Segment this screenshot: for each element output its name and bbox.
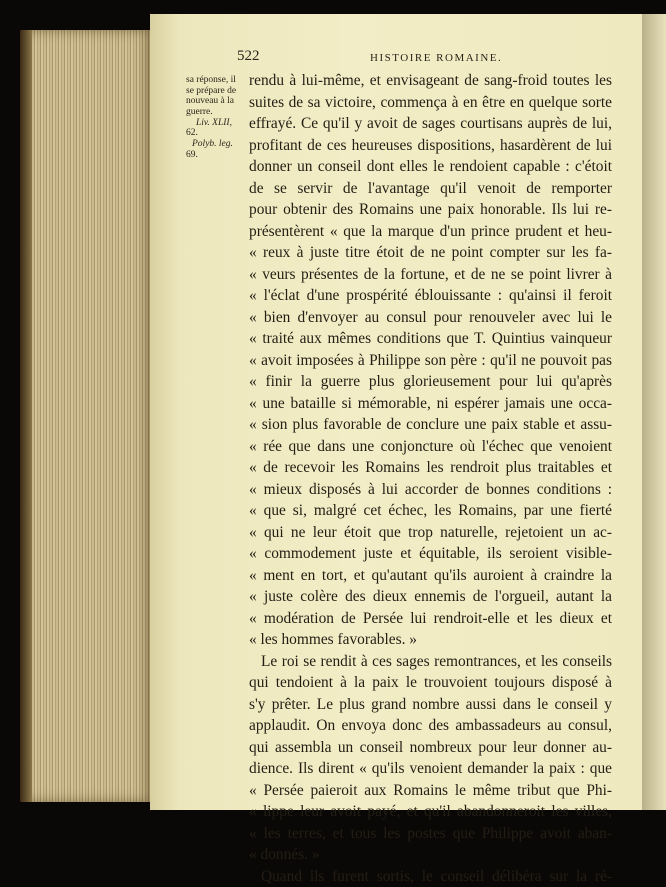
text-line: rendu à lui-même, et envisageant de sang-froid toutes les (249, 70, 612, 92)
text-line: « l'éclat d'une prospérité éblouissante : qu'ainsi il feroit (249, 285, 612, 307)
text-line: profitant de ces heureuses dispositions, hasardèrent de lui (249, 135, 612, 157)
text-line: applaudit. On envoya donc des ambassadeurs au consul, (249, 715, 612, 737)
text-line: donner un conseil dont elles le rendoient capable : c'étoit (249, 156, 612, 178)
text-line: qui tendoient à la paix le trouvoient toujours disposé à (249, 672, 612, 694)
page-number: 522 (237, 48, 260, 65)
margin-note: Polyb. leg. (192, 139, 233, 150)
margin-note: nouveau à la (186, 96, 234, 107)
margin-note: 69. (186, 150, 198, 161)
book-spine-shadow (20, 30, 32, 802)
text-line: « reux à juste titre étoit de ne point compter sur les fa- (249, 242, 612, 264)
margin-note: Liv. XLII, (196, 118, 232, 129)
margin-note: 62. (186, 128, 198, 139)
text-line: « avoit imposées à Philippe son père : qu'il ne pouvoit pas (249, 350, 612, 372)
margin-note: guerre. (186, 107, 213, 118)
text-line: effrayé. Ce qu'il y avoit de sages courtisans auprès de lui, (249, 113, 612, 135)
text-line: « bien d'envoyer au consul pour renouveler avec lui le (249, 307, 612, 329)
text-line: « qui ne leur étoit que trop naturelle, rejetoient un ac- (249, 522, 612, 544)
text-line: de se servir de l'avantage qu'il venoit de remporter (249, 178, 612, 200)
text-line: « commodement juste et équitable, ils seroient visible- (249, 543, 612, 565)
text-line: « traité aux mêmes conditions que T. Quintius vainqueur (249, 328, 612, 350)
running-title: HISTOIRE ROMAINE. (370, 52, 502, 64)
text-line: dience. Ils dirent « qu'ils venoient demander la paix : que (249, 758, 612, 780)
text-line: « lippe leur avoit payé, et qu'il abandonneroit les villes, (249, 801, 612, 823)
book-page-edges (20, 30, 155, 802)
text-line: « de recevoir les Romains les rendroit plus traitables et (249, 457, 612, 479)
text-line: « Persée paieroit aux Romains le même tribut que Phi- (249, 780, 612, 802)
text-line: « rée que dans une conjoncture où l'échec que venoient (249, 436, 612, 458)
text-line: Quand ils furent sortis, le conseil délibéra sur la ré- (249, 866, 612, 887)
text-line: « modération de Persée lui rendroit-elle et les dieux et (249, 608, 612, 630)
text-line: « sion plus favorable de conclure une paix stable et assu- (249, 414, 612, 436)
text-line: « les terres, et tous les postes que Philippe avoit aban- (249, 823, 612, 845)
text-line: « juste colère des dieux ennemis de l'orgueil, autant la (249, 586, 612, 608)
text-line: « donnés. » (249, 844, 612, 866)
body-text (249, 70, 612, 887)
text-line: « que si, malgré cet échec, les Romains, par une fierté (249, 500, 612, 522)
text-line: « ment en tort, et qu'autant qu'ils auroient à craindre la (249, 565, 612, 587)
text-line: présentèrent « que la marque d'un prince prudent et heu- (249, 221, 612, 243)
text-line: Le roi se rendit à ces sages remontrances, et les conseils (249, 651, 612, 673)
text-line: « mieux disposés à lui accorder de bonnes conditions : (249, 479, 612, 501)
facing-page-edge (642, 14, 666, 810)
text-line: « finir la guerre plus glorieusement pour lui qu'après (249, 371, 612, 393)
text-line: qui assembla un conseil nombreux pour leur donner au- (249, 737, 612, 759)
text-line: « une bataille si mémorable, ni espérer jamais une occa- (249, 393, 612, 415)
margin-note: se prépare de (186, 86, 236, 97)
text-line: suites de sa victoire, commença à en être en quelque sorte (249, 92, 612, 114)
margin-note: sa réponse, il (186, 75, 236, 86)
text-line: « les hommes favorables. » (249, 629, 612, 651)
text-line: « veurs présentes de la fortune, et de ne se point livrer à (249, 264, 612, 286)
text-line: s'y prêter. Le plus grand nombre aussi dans le conseil y (249, 694, 612, 716)
text-line: pour obtenir des Romains une paix honorable. Ils lui re- (249, 199, 612, 221)
